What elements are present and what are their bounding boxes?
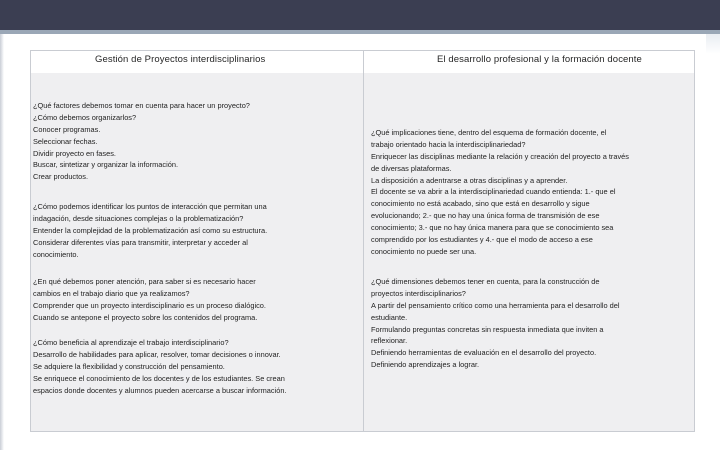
text-line: espacios donde docentes y alumnos pueden acercarse a buscar información. [33,385,287,395]
text-line: de diversas plataformas. [371,163,452,173]
text-line: Definiendo aprendizajes a lograr. [371,360,480,370]
title-bar-accent [0,30,720,34]
text-line: ¿Qué dimensiones debemos tener en cuenta, para la construcción de [371,277,600,286]
text-line: Comprender que un proyecto interdisciplinario es un proceso dialógico. [33,300,266,310]
text-line: Enriquecer las disciplinas mediante la relación y creación del proyecto a través [371,151,629,161]
text-line: El docente se va abrir a la interdisciplinariedad cuando entienda: 1.- que el [371,187,616,197]
text-line: trabajo orientado hacia la interdisciplinariedad? [371,139,526,149]
header-left: Gestión de Proyectos interdisciplinarios [95,54,266,65]
text-line: comprendido por los estudiantes y 4.- que el modo de acceso a ese [371,235,593,245]
header-right: El desarrollo profesional y la formación docente [437,54,642,65]
text-line: Se adquiere la flexibilidad y construcción del pensamiento. [33,361,225,371]
text-line: Desarrollo de habilidades para aplicar, resolver, tomar decisiones o innovar. [33,349,281,359]
text-line: La disposición a adentrarse a otras disciplinas y a aprender. [371,175,568,185]
text-line: ¿Qué implicaciones tiene, dentro del esquema de formación docente, el [371,128,607,137]
text-line: evolucionando; 2.- que no hay una única forma de transmisión de ese [371,211,600,221]
text-line: Dividir proyecto en fases. [33,148,116,158]
text-line: proyectos interdisciplinarios? [371,288,466,298]
page-corner [706,34,720,54]
text-line: cambios en el trabajo diario que ya realizamos? [33,288,190,298]
comparison-table [30,50,695,432]
text-line: ¿En qué debemos poner atención, para saber si es necesario hacer [33,277,256,286]
text-line: Buscar, sintetizar y organizar la información. [33,160,179,170]
right-block-1 [371,127,629,258]
text-line: conocimiento; 3.- que no hay única manera para que se conocimiento sea [371,223,614,233]
title-bar [0,0,720,30]
text-line: conocimiento no está acabado, sino que está en desarrollo y sigue [371,199,590,209]
text-line: Seleccionar fechas. [33,136,98,146]
text-line: estudiante. [371,312,408,322]
text-line: reflexionar. [371,336,408,346]
left-block-4 [33,337,287,396]
text-line: conocimiento. [33,249,79,259]
text-line: conocimiento no puede ser una. [371,246,477,256]
text-line: Cuando se antepone el proyecto sobre los contenidos del programa. [33,312,258,322]
left-block-2 [33,201,267,260]
text-line: Conocer programas. [33,124,101,134]
left-block-1 [33,100,250,183]
text-line: ¿Cómo debemos organizarlos? [33,112,137,122]
right-block-2 [371,276,620,371]
left-block-3 [33,276,266,324]
column-divider [363,51,364,431]
text-line: Considerar diferentes vías para transmitir, interpretar y acceder al [33,237,248,247]
text-line: Entender la complejidad de la problematización así como su estructura. [33,225,268,235]
text-line: ¿Cómo podemos identificar los puntos de interacción que permitan una [33,202,267,211]
page-edge-shadow [0,34,4,450]
text-line: Definiendo herramientas de evaluación en el desarrollo del proyecto. [371,348,597,358]
text-line: indagación, desde situaciones complejas o la problematización? [33,213,244,223]
text-line: ¿Qué factores debemos tomar en cuenta para hacer un proyecto? [33,101,250,110]
text-line: ¿Cómo beneficia al aprendizaje el trabajo interdisciplinario? [33,338,229,347]
text-line: Formulando preguntas concretas sin respuesta inmediata que inviten a [371,324,604,334]
text-line: Crear productos. [33,172,89,182]
right-column [371,51,681,431]
left-column [33,51,343,431]
text-line: Se enriquece el conocimiento de los docentes y de los estudiantes. Se crean [33,373,285,383]
text-line: A partir del pensamiento crítico como una herramienta para el desarrollo del [371,300,620,310]
